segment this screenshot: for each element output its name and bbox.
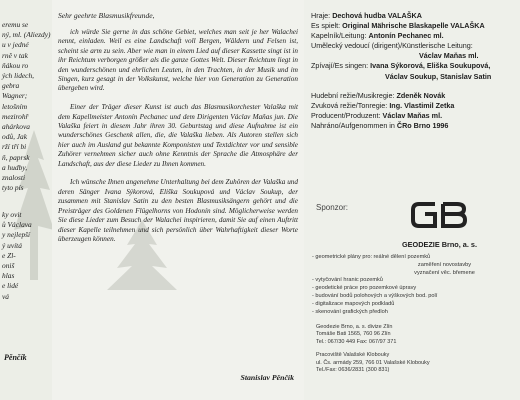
left-fragment-line: mezirohř [2,111,29,121]
left-fragment-line: rně v tak [2,50,28,60]
left-panel [0,0,52,400]
left-fragment-line: ů Václava [2,220,32,230]
left-fragment-line: e lidé [2,281,19,291]
sponsor-address [316,324,430,374]
service-item: - vytyčování hranic pozemků [312,277,383,284]
letter-paragraph: Einer der Träger dieser Kunst ist auch das Blasmusikorchester Valaška mit dem Kapellmeister Antonín Pechanec und dem Dirigenten Václav Maňas jun. Die Valaška feiert in diesem Jahr ihren 30. Geburtstag und diese Aufnahme ist ein wunderschönes Geschenk allen, die, die Valaška lieben. Als Autoren stellen sich hier auch im Ausland gut bekannte Komponisten und Textdichter vor und sensible Zuhörer vernehmen sicher auch ohne Kenntnis der Sprache die Atmosphäre der Landschaft, aus der diese Lieder zu Ihnen kommen. [58,103,298,168]
service-item: - geometrické plány pro: reálné dělení pozemků [312,254,431,260]
credit-row: Hraje: Dechová hudba VALAŠKA [311,11,422,20]
left-fragment-line: ky ovit [2,210,22,219]
left-fragment-line: gebra [2,81,20,91]
left-fragment-line: u v jedné [2,40,29,50]
left-signature: Pěnčík [4,353,27,362]
left-fragment-line: Wagner; [2,91,28,101]
credit-row: Kapelník/Leitung: Antonín Pechanec ml. [311,31,444,41]
letter-paragraph: ich würde Sie gerne in das schöne Gebiet, welches man seit je her Walachei nennt, einladen. Weil es eine Landschaft voll Bergen, Wäldern und Felsen ist, scheint sie arm zu sein. Aber wie man in einem Lied auf dieser Kassette singt ist in ihr Reichtum verborgen größer als die ganze Gottes Welt. Dieser Reichtum liegt in den wunderschönen und ehrlichen Leuten, in den Trachten, in der Musik und im Singen, kurz gesagt in der Volkskunst, welche hier von Generation zu Generation übergeben wird. [58,28,298,93]
address-line: Tomáše Bati 1565, 760 96 Zlín [316,331,391,338]
left-fragment-line: ň, paprsk [2,152,30,162]
letter-paragraph: Ich wünsche Ihnen angenehme Unterhaltung bei dem Zuhören der Valaška und deren Sänger Ivana Sýkorová, Eliška Soukupová und Václav Soukup, der zusammen mit Stanislav Satin zu den besten Blasmusiksängern gehört und die Preisträger des Goldenen Flügelhorns von Hodonín sind. Möglicherweise werden Sie diese Lieder zum Besuch der Walachei inspirieren, damit Sie auf einen Auftritt dieser Kapelle teilnehmen und sich persönlich über Wahrhaftigkeit dieser Worte überzeugen können. [58,178,298,243]
left-fragment-line: e Zl- [2,250,16,260]
sponsor-label: Sponzor: [316,203,349,212]
left-fragment-line: znalosti [2,173,25,182]
left-fragment-line: ahárkova [2,122,30,131]
left-fragment-line: ý uvítá [2,240,22,250]
credits-block [311,11,491,131]
left-fragment-line: hlas [2,271,15,281]
sponsor-name: GEODEZIE Brno, a. s. [402,240,478,249]
letter-signature: Stanislav Pěnčík [240,373,294,382]
left-fragment-line: oniš [2,261,15,270]
production-row: Producent/Produzent: Václav Maňas ml. [311,110,443,120]
service-item: vyznačení věc. břemene [414,269,475,276]
production-row: Zvuková režie/Tonregie: Ing. Vlastimil Zetka [311,100,455,110]
credit-row: Zpívají/Es singen: Ivana Sýkorová, Eliška Soukupová, [311,61,491,71]
service-item: zaměření novostavby [417,261,472,268]
production-row: Nahráno/Aufgenommen in ČRo Brno 1996 [311,120,449,130]
left-fragment-line: eremu se [2,20,29,29]
service-item: - digitalizace mapových podkladů [312,300,395,307]
left-fragment-line: a hudby, [2,162,28,172]
credit-row: Umělecký vedoucí (dirigent)/Künstlerische Leitung: [311,41,473,51]
left-fragment-line: vá [2,291,9,301]
left-fragment-line: y nejlepší [2,230,31,240]
production-row: Hudební režie/Musikregie: Zdeněk Novák [311,90,446,100]
letter-greeting: Sehr geehrte Blasmusikfreunde, [58,11,155,20]
credit-row: Václav Soukup, Stanislav Satin [385,71,492,81]
credits-panel [304,0,520,400]
letter-body [58,28,298,254]
sponsor-services [312,254,517,316]
left-fragment-line: odů, Jak [2,132,28,142]
left-fragment-line: tyto pís [2,183,24,193]
credit-row: Václav Maňas ml. [419,51,479,61]
credit-row: Es spielt: Original Mährische Blaskapelle VALAŠKA [311,21,485,31]
address-line: Tel./Fax: 0636/2831 (300 831) [316,367,390,374]
address-line: Geodezie Brno, a. s. divize Zlín [316,324,393,330]
left-fragment-line: letošním [2,101,28,111]
left-fragment-line: ný, ml. (Aliezdy) [2,30,51,40]
left-fragment-line: ých lidech, [2,71,35,80]
left-fragment-line: rží tří bi [2,142,27,152]
geodezie-logo-icon [409,198,469,232]
service-item: - skenování grafických předloh [312,308,388,315]
address-line: ul. Čs. armády 259, 766 01 Valašské Klobouky [316,359,430,366]
service-item: - budování bodů polohových a výškových bod. polí [312,292,438,299]
service-item: - geodetické práce pro pozemkové úpravy [312,285,417,292]
address-line: Pracoviště Valašské Klobouky [316,352,390,359]
left-fragment-line: ňákou ro [2,60,29,70]
address-line: Tel.: 067/30 449 Fax: 067/97 371 [316,338,397,345]
letter-panel [52,0,304,400]
